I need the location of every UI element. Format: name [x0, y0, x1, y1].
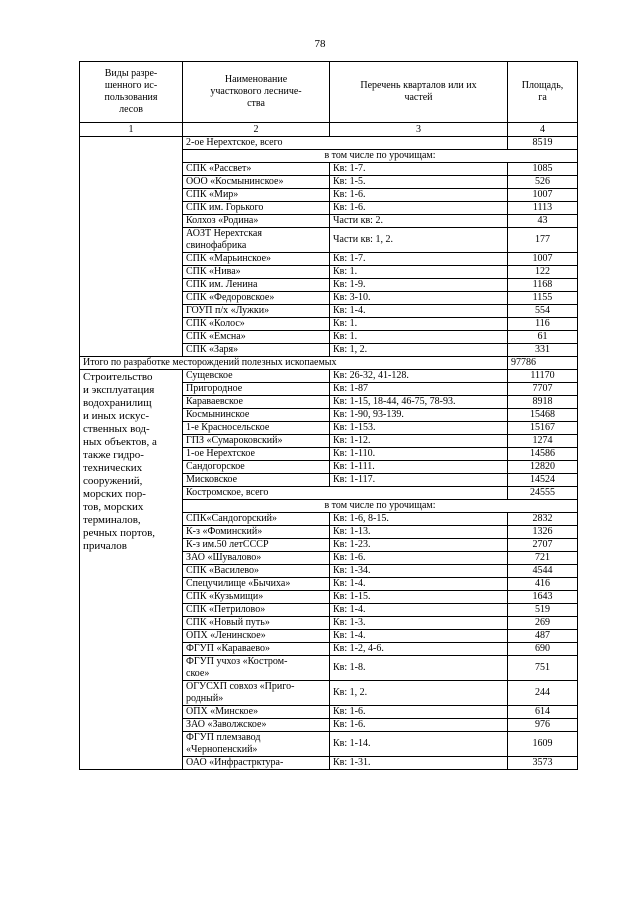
forestry-name: ОАО «Инфрастрктура-: [183, 757, 330, 770]
area-value: 15468: [508, 409, 578, 422]
area-value: 177: [508, 228, 578, 253]
forestry-name: СПК «Василево»: [183, 565, 330, 578]
column-number: 3: [330, 123, 508, 137]
area-value: 3573: [508, 757, 578, 770]
quarters-list: Кв: 1-6.: [330, 552, 508, 565]
forestry-name: Сущевское: [183, 370, 330, 383]
area-value: 1007: [508, 189, 578, 202]
forestry-name: К-з им.50 летСССР: [183, 539, 330, 552]
quarters-list: Кв: 1-4.: [330, 578, 508, 591]
quarters-list: Кв: 1-7.: [330, 253, 508, 266]
column-number: 1: [80, 123, 183, 137]
forestry-name: СПК «Петрилово»: [183, 604, 330, 617]
quarters-list: Кв: 1-15, 18-44, 46-75, 78-93.: [330, 396, 508, 409]
forestry-name: ОПХ «Минское»: [183, 706, 330, 719]
column-number-row: [80, 123, 578, 137]
quarters-list: Кв: 1-13.: [330, 526, 508, 539]
forestry-name: СПК им. Ленина: [183, 279, 330, 292]
area-value: 487: [508, 630, 578, 643]
area-value: 690: [508, 643, 578, 656]
quarters-list: Кв: 1-3.: [330, 617, 508, 630]
area-value: 2707: [508, 539, 578, 552]
forestry-name: ГОУП п/х «Лужки»: [183, 305, 330, 318]
quarters-list: Кв: 1-5.: [330, 176, 508, 189]
page-number: 78: [314, 38, 326, 50]
quarters-list: Кв: 1-23.: [330, 539, 508, 552]
area-value: 1609: [508, 732, 578, 757]
quarters-list: Кв: 1-4.: [330, 604, 508, 617]
area-value: 12820: [508, 461, 578, 474]
section1-total-row: [80, 137, 578, 150]
forestry-name: СПК «Мир»: [183, 189, 330, 202]
forestry-name: 1-е Красносельское: [183, 422, 330, 435]
quarters-list: Кв: 1-111.: [330, 461, 508, 474]
column-number: 2: [183, 123, 330, 137]
itogo-label: Итого по разработке месторождений полезных ископаемых: [80, 357, 508, 370]
forestry-name: Сандогорское: [183, 461, 330, 474]
quarters-list: Кв: 1-110.: [330, 448, 508, 461]
section1-body: [80, 137, 578, 357]
quarters-list: Кв: 1-34.: [330, 565, 508, 578]
section1-total-area: 8519: [508, 137, 578, 150]
header-quarters-list: Перечень кварталов или их частей: [330, 62, 508, 123]
area-value: 1113: [508, 202, 578, 215]
area-value: 61: [508, 331, 578, 344]
area-value: 1155: [508, 292, 578, 305]
forestry-name: ОГУСХП совхоз «Приго- родный»: [183, 681, 330, 706]
forestry-name: Мисковское: [183, 474, 330, 487]
forestry-name: ГПЗ «Сумароковский»: [183, 435, 330, 448]
table-header-row: [80, 62, 578, 123]
forestry-name: СПК «Рассвет»: [183, 163, 330, 176]
section2-total-area: 24555: [508, 487, 578, 500]
forestry-name: К-з «Фоминский»: [183, 526, 330, 539]
quarters-list: Кв: 1-2, 4-6.: [330, 643, 508, 656]
quarters-list: Кв: 1-90, 93-139.: [330, 409, 508, 422]
forestry-name: СПК «Колос»: [183, 318, 330, 331]
forest-use-table: [79, 61, 578, 770]
quarters-list: Кв: 1-12.: [330, 435, 508, 448]
area-value: 2832: [508, 513, 578, 526]
section2-body: [80, 370, 578, 770]
area-value: 14586: [508, 448, 578, 461]
forestry-name: ФГУП «Караваево»: [183, 643, 330, 656]
area-value: 43: [508, 215, 578, 228]
quarters-list: Кв: 1-7.: [330, 163, 508, 176]
forestry-name: ЗАО «Шувалово»: [183, 552, 330, 565]
header-forestry-name: Наименование участкового лесниче- ства: [183, 62, 330, 123]
forestry-name: Караваевское: [183, 396, 330, 409]
itogo-area: 97786: [508, 357, 578, 370]
quarters-list: Кв: 1-31.: [330, 757, 508, 770]
area-value: 1326: [508, 526, 578, 539]
forestry-name: Колхоз «Родина»: [183, 215, 330, 228]
forestry-name: АОЗТ Нерехтская свинофабрика: [183, 228, 330, 253]
quarters-list: Кв: 1-9.: [330, 279, 508, 292]
quarters-list: Кв: 1.: [330, 266, 508, 279]
area-value: 269: [508, 617, 578, 630]
area-value: 976: [508, 719, 578, 732]
area-value: 11170: [508, 370, 578, 383]
quarters-list: Кв: 1-4.: [330, 630, 508, 643]
use-type-cell-empty: [80, 137, 183, 357]
area-value: 116: [508, 318, 578, 331]
area-value: 1168: [508, 279, 578, 292]
forestry-name: СПК «Новый путь»: [183, 617, 330, 630]
quarters-list: Кв: 26-32, 41-128.: [330, 370, 508, 383]
forestry-name: ЗАО «Заволжское»: [183, 719, 330, 732]
quarters-list: Кв: 1-87: [330, 383, 508, 396]
area-value: 416: [508, 578, 578, 591]
quarters-list: Кв: 1-117.: [330, 474, 508, 487]
forestry-name: ОПХ «Ленинское»: [183, 630, 330, 643]
quarters-list: Кв: 1.: [330, 331, 508, 344]
quarters-list: Кв: 1.: [330, 318, 508, 331]
table-row: [80, 370, 578, 383]
forestry-name: СПК «Марьинское»: [183, 253, 330, 266]
quarters-list: Части кв: 2.: [330, 215, 508, 228]
header-area: Площадь, га: [508, 62, 578, 123]
quarters-list: Кв: 1-8.: [330, 656, 508, 681]
forestry-name: Пригородное: [183, 383, 330, 396]
quarters-list: Кв: 1-6.: [330, 706, 508, 719]
forestry-name: СПК «Нива»: [183, 266, 330, 279]
quarters-list: Кв: 1-6.: [330, 202, 508, 215]
column-number: 4: [508, 123, 578, 137]
quarters-list: Кв: 1-6.: [330, 719, 508, 732]
forestry-name: 1-ое Нерехтское: [183, 448, 330, 461]
forestry-name: СПК «Федоровское»: [183, 292, 330, 305]
area-value: 721: [508, 552, 578, 565]
quarters-list: Кв: 1-15.: [330, 591, 508, 604]
quarters-list: Кв: 1, 2.: [330, 344, 508, 357]
header-use-type: Виды разре- шенного ис- пользования лесов: [80, 62, 183, 123]
forestry-name: СПК «Заря»: [183, 344, 330, 357]
area-value: 331: [508, 344, 578, 357]
use-type-construction: Строительство и эксплуатация водохранилищ и иных искус- ственных вод- ных объектов, а также гидро- технических сооружений, морских пор- тов, морских терминалов, речных портов, причалов: [80, 370, 183, 770]
area-value: 1007: [508, 253, 578, 266]
forestry-name: ФГУП учхоз «Костром- ское»: [183, 656, 330, 681]
area-value: 15167: [508, 422, 578, 435]
area-value: 1085: [508, 163, 578, 176]
area-value: 244: [508, 681, 578, 706]
forestry-name: СПК им. Горького: [183, 202, 330, 215]
area-value: 751: [508, 656, 578, 681]
quarters-list: Кв: 1-153.: [330, 422, 508, 435]
subheader-by-tract: в том числе по урочищам:: [183, 500, 578, 513]
itogo-body: [80, 357, 578, 370]
area-value: 554: [508, 305, 578, 318]
quarters-list: Кв: 1, 2.: [330, 681, 508, 706]
area-value: 122: [508, 266, 578, 279]
area-value: 7707: [508, 383, 578, 396]
quarters-list: Кв: 1-6.: [330, 189, 508, 202]
forestry-name: СПК «Кузьмищи»: [183, 591, 330, 604]
quarters-list: Части кв: 1, 2.: [330, 228, 508, 253]
forestry-name: Спецучилище «Бычиха»: [183, 578, 330, 591]
area-value: 519: [508, 604, 578, 617]
subheader-by-tract: в том числе по урочищам:: [183, 150, 578, 163]
area-value: 14524: [508, 474, 578, 487]
forestry-name: СПК«Сандогорский»: [183, 513, 330, 526]
quarters-list: Кв: 1-4.: [330, 305, 508, 318]
itogo-row: [80, 357, 578, 370]
forestry-name: Космынинское: [183, 409, 330, 422]
area-value: 4544: [508, 565, 578, 578]
forestry-name: ООО «Космынинское»: [183, 176, 330, 189]
section2-total-name: Костромское, всего: [183, 487, 508, 500]
area-value: 614: [508, 706, 578, 719]
quarters-list: Кв: 3-10.: [330, 292, 508, 305]
section1-total-name: 2-ое Нерехтское, всего: [183, 137, 508, 150]
quarters-list: Кв: 1-6, 8-15.: [330, 513, 508, 526]
quarters-list: Кв: 1-14.: [330, 732, 508, 757]
area-value: 526: [508, 176, 578, 189]
area-value: 1274: [508, 435, 578, 448]
forestry-name: СПК «Емсна»: [183, 331, 330, 344]
forestry-name: ФГУП племзавод «Чернопенский»: [183, 732, 330, 757]
area-value: 8918: [508, 396, 578, 409]
area-value: 1643: [508, 591, 578, 604]
